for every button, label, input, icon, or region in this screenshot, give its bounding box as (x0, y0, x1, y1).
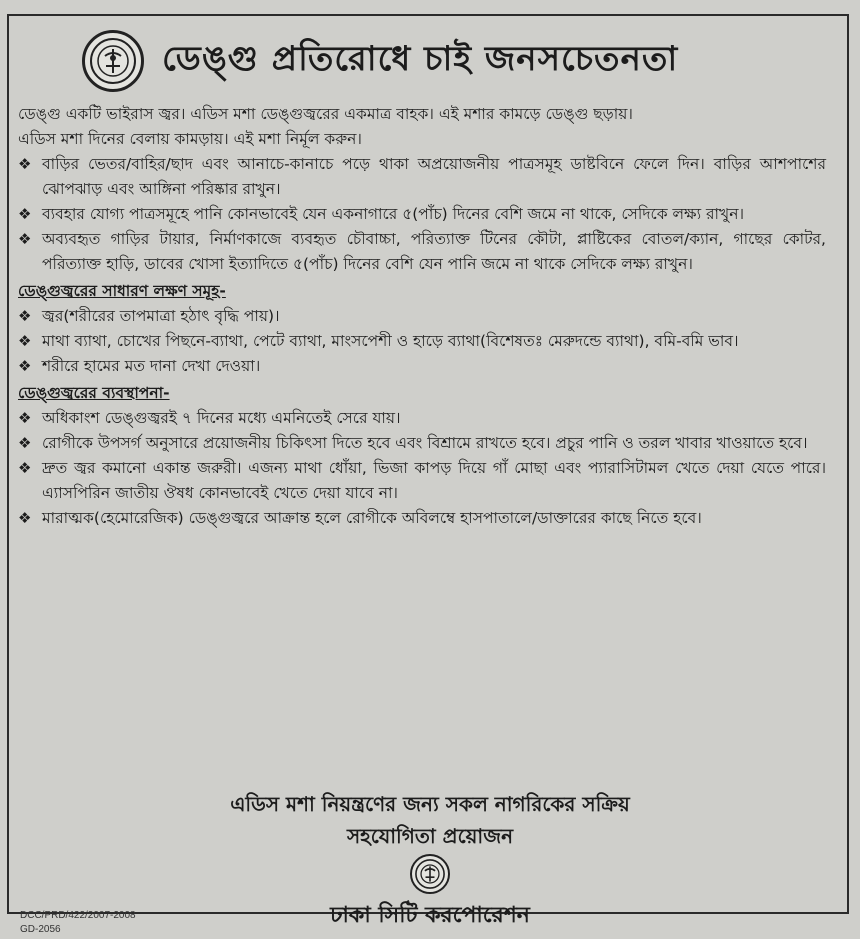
dcc-seal-icon (410, 854, 450, 894)
prevention-item: ❖ ব্যবহার যোগ্য পাত্রসমূহে পানি কোনভাবেই যেন একনাগারে ৫(পাঁচ) দিনের বেশি জমে না থাকে, সেদিকে লক্ষ্য রাখুন। (18, 202, 826, 227)
management-item: ❖ মারাত্মক(হেমোরেজিক) ডেঙ্গুজ্বরে আক্রান্ত হলে রোগীকে অবিলম্বে হাসপাতালে/ডাক্তারের কাছে নিতে হবে। (18, 506, 826, 531)
diamond-bullet-icon: ❖ (18, 155, 32, 173)
ref-code: GD-2056 (20, 924, 61, 935)
notice-header (82, 26, 678, 96)
diamond-bullet-icon: ❖ (18, 205, 32, 223)
management-item: ❖ দ্রুত জ্বর কমানো একান্ত জরুরী। এজন্য মাথা ধোঁয়া, ভিজা কাপড় দিয়ে গাঁ মোছা এবং প্যারাসিটামল খেতে দেয়া যেতে পারে। এ্যাসপিরিন জাতীয় ঔষধ কোনভাবেই খেতে দেয়া যাবে না। (18, 456, 826, 506)
intro-line: ডেঙ্গু একটি ভাইরাস জ্বর। এডিস মশা ডেঙ্গুজ্বরের একমাত্র বাহক। এই মশার কামড়ে ডেঙ্গু ছড়ায়। (18, 105, 633, 123)
management-heading: ডেঙ্গুজ্বরের ব্যবস্থাপনা- (18, 384, 170, 402)
footer-appeal-line2: সহযোগিতা প্রয়োজন (346, 824, 514, 848)
notice-title: ডেঙ্গু প্রতিরোধে চাই জনসচেতনতা (162, 38, 679, 79)
diamond-bullet-icon: ❖ (18, 509, 32, 527)
symptom-item: ❖ শরীরে হামের মত দানা দেখা দেওয়া। (18, 354, 826, 379)
prevention-item: ❖ অব্যবহৃত গাড়ির টায়ার, নির্মাণকাজে ব্যবহৃত চৌবাচ্চা, পরিত্যাক্ত টিনের কৌটা, প্লাষ্টিকের বোতল/ক্যান, গাছের কোটর, পরিত্যাক্ত হাড়ি, ডাবের খোসা ইত্যাদিতে ৫(পাঁচ) দিনের বেশি যেন পানি জমে না থাকে সেদিকে লক্ষ্য রাখুন। (18, 227, 826, 277)
diamond-bullet-icon: ❖ (18, 409, 32, 427)
symptom-item: ❖ জ্বর(শরীরের তাপমাত্রা হঠাৎ বৃদ্ধি পায়)। (18, 304, 826, 329)
notice-body (18, 102, 826, 531)
dcc-seal-icon (82, 30, 144, 92)
diamond-bullet-icon: ❖ (18, 357, 32, 375)
intro-line: এডিস মশা দিনের বেলায় কামড়ায়। এই মশা নির্মূল করুন। (18, 130, 362, 148)
diamond-bullet-icon: ❖ (18, 434, 32, 452)
footer-appeal-line1: এডিস মশা নিয়ন্ত্রণের জন্য সকল নাগরিকের সক্রিয় (230, 792, 630, 816)
diamond-bullet-icon: ❖ (18, 459, 32, 477)
management-item: ❖ অধিকাংশ ডেঙ্গুজ্বরই ৭ দিনের মধ্যে এমনিতেই সেরে যায়। (18, 406, 826, 431)
ref-code: DCC/PRD/422/2007-2008 (20, 910, 136, 921)
organization-name: ঢাকা সিটি করপোরেশন (330, 903, 530, 928)
diamond-bullet-icon: ❖ (18, 230, 32, 248)
diamond-bullet-icon: ❖ (18, 332, 32, 350)
management-item: ❖ রোগীকে উপসর্গ অনুসারে প্রয়োজনীয় চিকিৎসা দিতে হবে এবং বিশ্রামে রাখতে হবে। প্রচুর পানি ও তরল খাবার খাওয়াতে হবে। (18, 431, 826, 456)
prevention-item: ❖ বাড়ির ভেতর/বাহির/ছাদ এবং আনাচে-কানাচে পড়ে থাকা অপ্রয়োজনীয় পাত্রসমূহ ডাষ্টবিনে ফেলে দিন। বাড়ির আশপাশের ঝোপঝাড় এবং আঙ্গিনা পরিষ্কার রাখুন। (18, 152, 826, 202)
diamond-bullet-icon: ❖ (18, 307, 32, 325)
symptoms-heading: ডেঙ্গুজ্বরের সাধারণ লক্ষণ সমূহ- (18, 282, 226, 300)
symptom-item: ❖ মাথা ব্যাথা, চোখের পিছনে-ব্যাথা, পেটে ব্যাথা, মাংসপেশী ও হাড়ে ব্যাথা(বিশেষতঃ মেরুদন্ডে ব্যাথা), বমি-বমি ভাব। (18, 329, 826, 354)
